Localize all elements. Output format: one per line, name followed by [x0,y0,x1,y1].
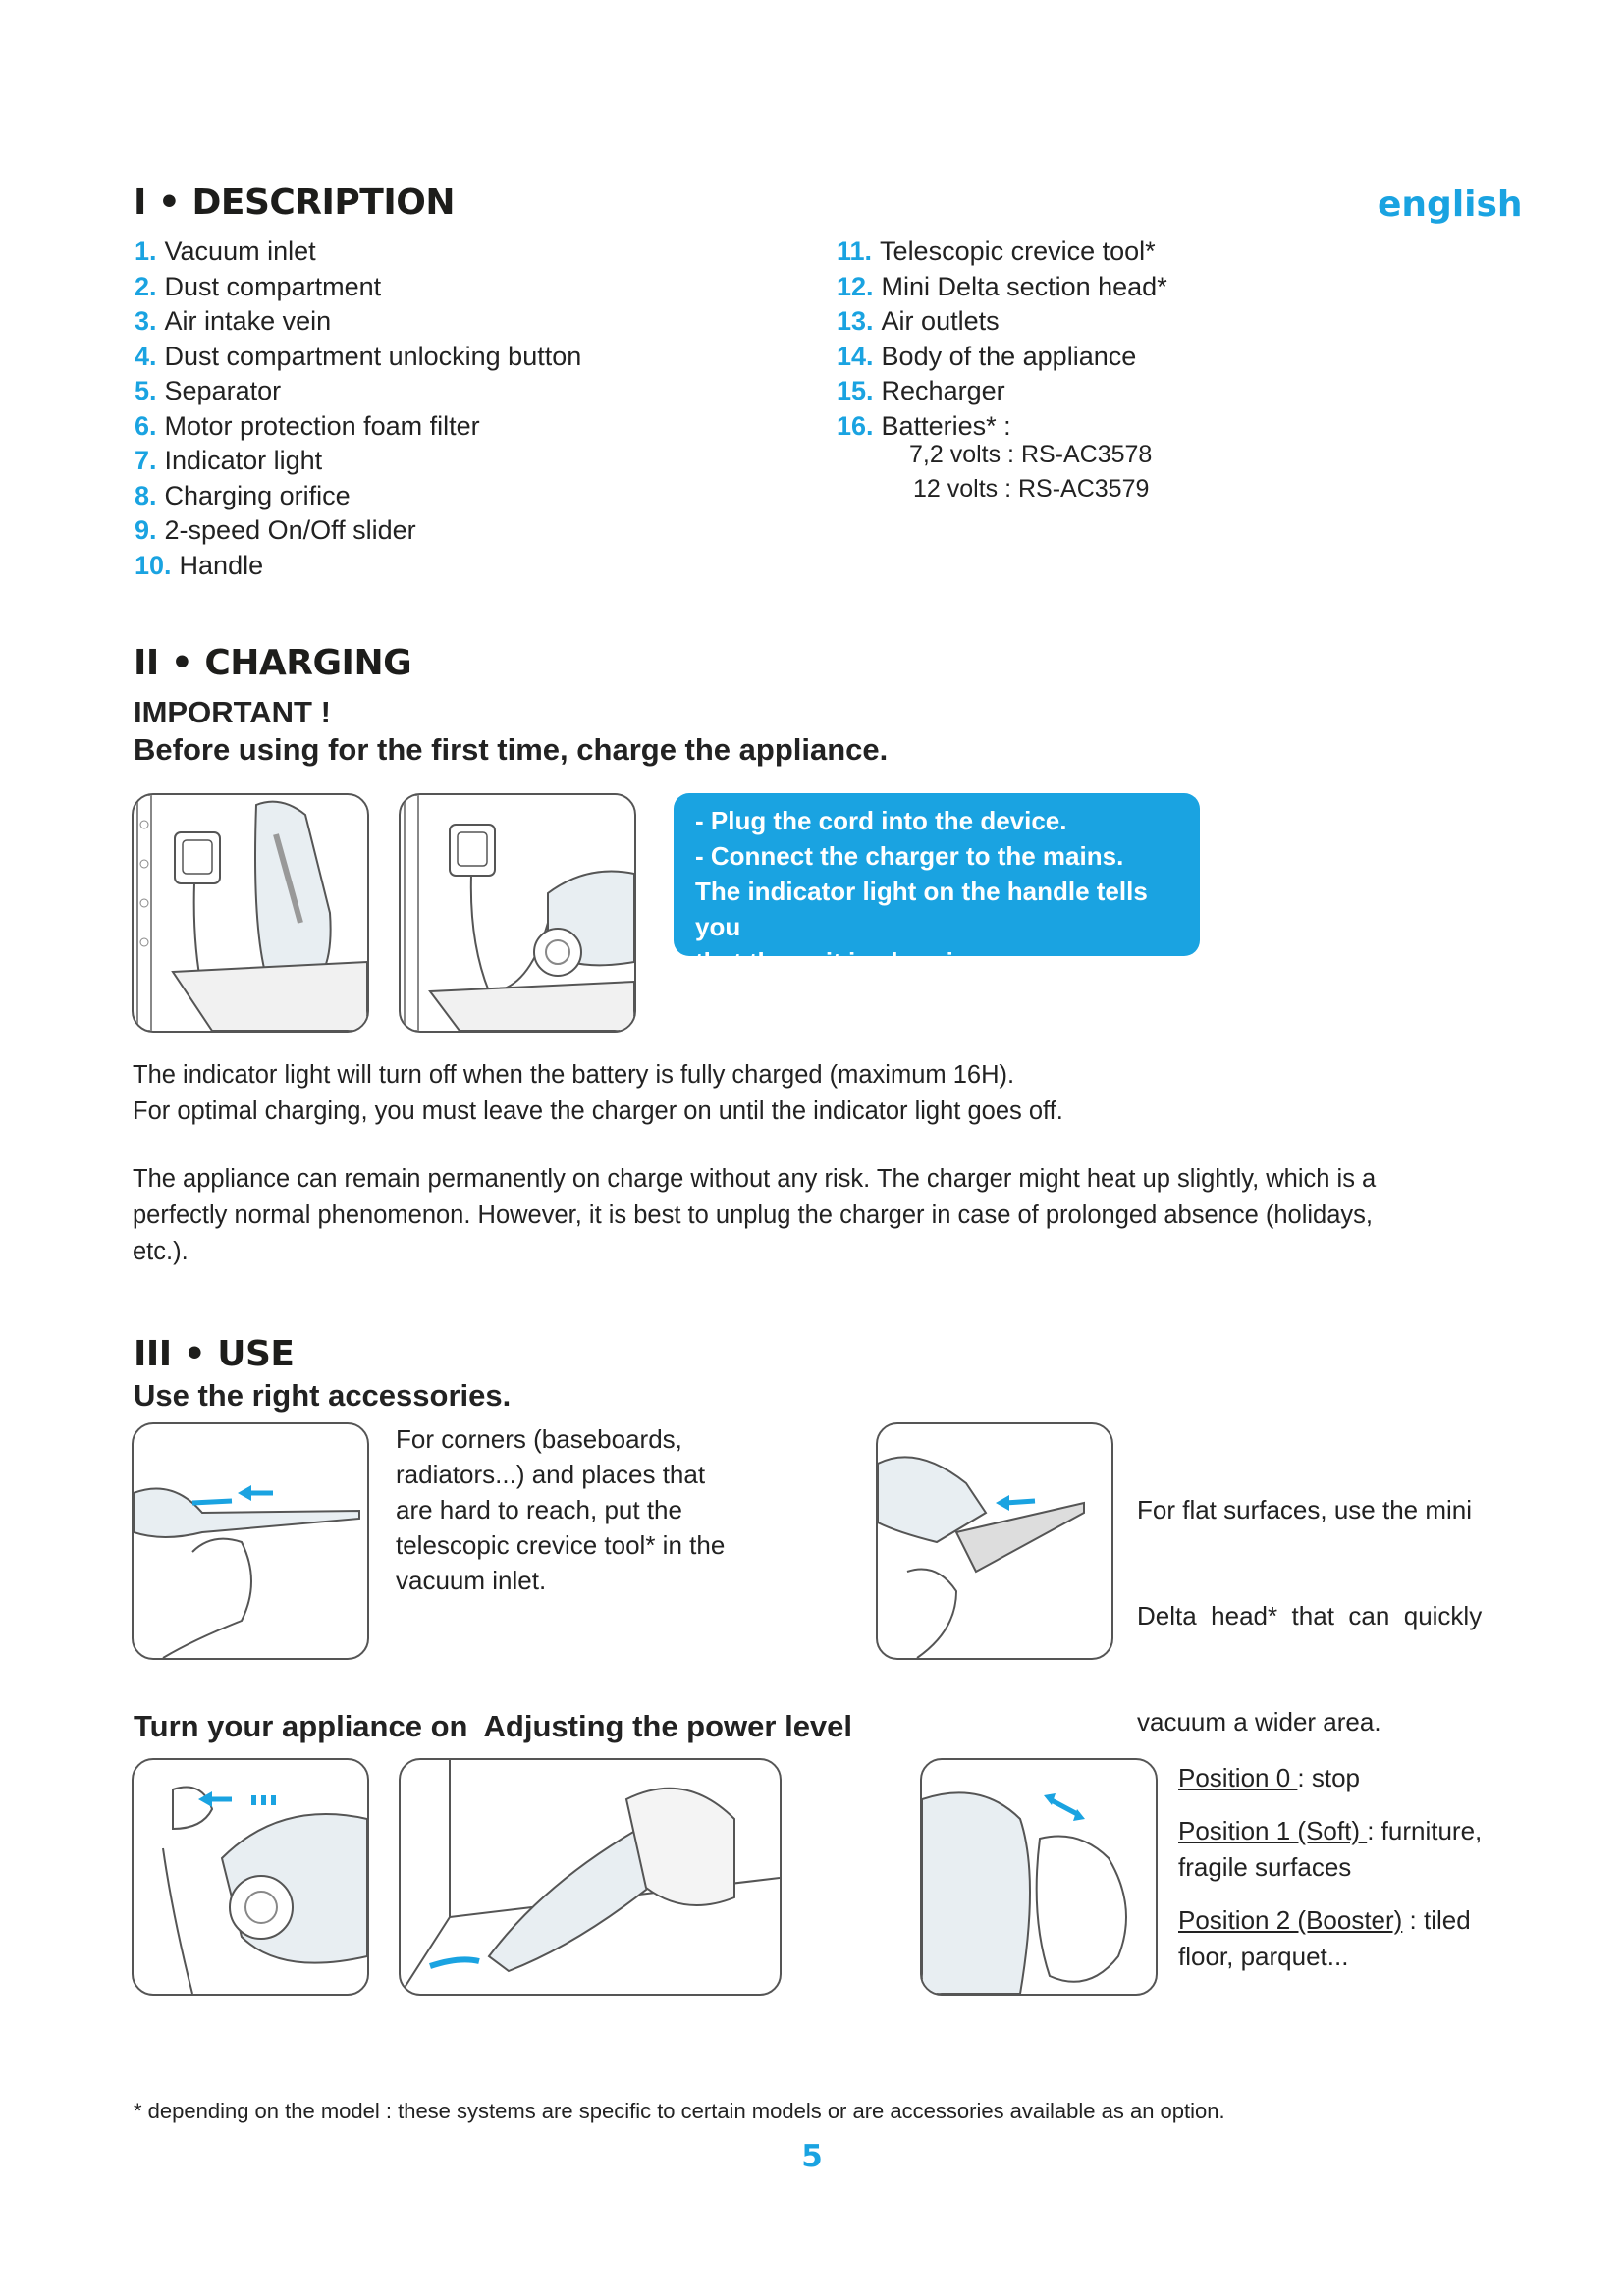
accessories-heading: Use the right accessories. [134,1378,512,1413]
power-positions [1178,1760,1482,1975]
important-label: IMPORTANT ! [134,695,331,729]
list-item: 4. Dust compartment unlocking button [135,341,582,371]
list-item: 11. Telescopic crevice tool* [837,237,1156,266]
text-line: etc.). [133,1238,189,1265]
text-line: vacuum inlet. [396,1566,547,1595]
position-2 [1178,1902,1482,1939]
list-item: 8. Charging orifice [135,480,351,510]
position-1-desc-2: fragile surfaces [1178,1852,1352,1882]
charging-illustration-1 [132,793,369,1033]
text-line: radiators...) and places that [396,1460,706,1489]
footnote: * depending on the model : these systems are specific to certain models or are accessories available as an option. [134,2099,1225,2123]
use-title: III • USE [134,1334,295,1374]
crevice-tool-illustration [132,1422,369,1660]
list-item: 6. Motor protection foam filter [135,410,480,441]
text-line: are hard to reach, put the [396,1495,682,1524]
list-item: 3. Air intake vein [135,306,332,336]
callout-line: - Connect the charger to the mains. [695,841,1124,871]
list-item: 7. Indicator light [135,446,323,475]
list-item: 5. Separator [135,376,282,405]
delta-head-illustration [876,1422,1113,1660]
list-item: 2. Dust compartment [135,271,382,301]
position-0-desc: : stop [1297,1763,1360,1792]
list-item: 14. Body of the appliance [837,341,1137,371]
text-line: For flat surfaces, use the mini [1137,1495,1473,1524]
text-line: For corners (baseboards, [396,1424,682,1454]
crevice-tool-text [396,1421,725,1598]
power-on-illustration-2 [399,1758,782,1996]
callout-line: that the unit is charging. [695,947,992,977]
text-line: For optimal charging, you must leave the charger on until the indicator light goes off. [133,1097,1063,1125]
text-line: Delta head* that can quickly [1137,1601,1483,1630]
battery-line: 12 volts : RS-AC3579 [913,475,1150,503]
position-0 [1178,1760,1482,1796]
battery-specs [909,438,1152,507]
battery-line: 7,2 volts : RS-AC3578 [909,441,1153,468]
position-1-desc: : furniture, [1367,1816,1483,1845]
list-item: 13. Air outlets [837,306,1000,336]
charging-paragraph-1 [133,1057,1063,1130]
position-2-desc-2: floor, parquet... [1178,1942,1349,1971]
charging-callout [674,793,1200,977]
list-item: 12. Mini Delta section head* [837,271,1167,301]
position-1 [1178,1813,1482,1849]
position-2-desc: : tiled [1402,1905,1471,1935]
language-label: english [1378,185,1523,225]
position-1-label: Position 1 (Soft) [1178,1816,1368,1845]
list-item: 9. 2-speed On/Off slider [135,515,416,545]
callout-line: The indicator light on the handle tells you [695,877,1148,941]
callout-line: - Plug the cord into the device. [695,806,1067,835]
text-line: vacuum a wider area. [1137,1707,1381,1736]
first-time-note: Before using for the first time, charge the appliance. [134,732,889,767]
list-item: 16. Batteries* : [837,410,1011,441]
list-item: 1. Vacuum inlet [135,237,316,266]
charging-paragraph-2 [133,1161,1376,1270]
position-2-label: Position 2 (Booster) [1178,1905,1403,1935]
list-item: 10. Handle [135,550,264,580]
delta-head-text [1137,1421,1482,1775]
description-list-left [135,235,581,583]
power-on-illustration-1 [132,1758,369,1996]
charging-title: II • CHARGING [134,643,412,683]
text-line: telescopic crevice tool* in the [396,1530,726,1560]
text-line: The indicator light will turn off when the battery is fully charged (maximum 16H). [133,1061,1015,1089]
text-line: perfectly normal phenomenon. However, it is best to unplug the charger in case of prolonged absence (holidays, [133,1201,1373,1229]
list-item: 15. Recharger [837,376,1005,405]
description-list-right [837,235,1167,444]
page-number: 5 [801,2139,823,2174]
position-0-label: Position 0 [1178,1763,1298,1792]
power-slider-illustration [920,1758,1158,1996]
charging-illustration-2 [399,793,636,1033]
description-title: I • DESCRIPTION [134,183,455,223]
power-heading: Turn your appliance on Adjusting the power level [134,1709,853,1743]
text-line: The appliance can remain permanently on charge without any risk. The charger might heat up slightly, which is a [133,1165,1377,1193]
